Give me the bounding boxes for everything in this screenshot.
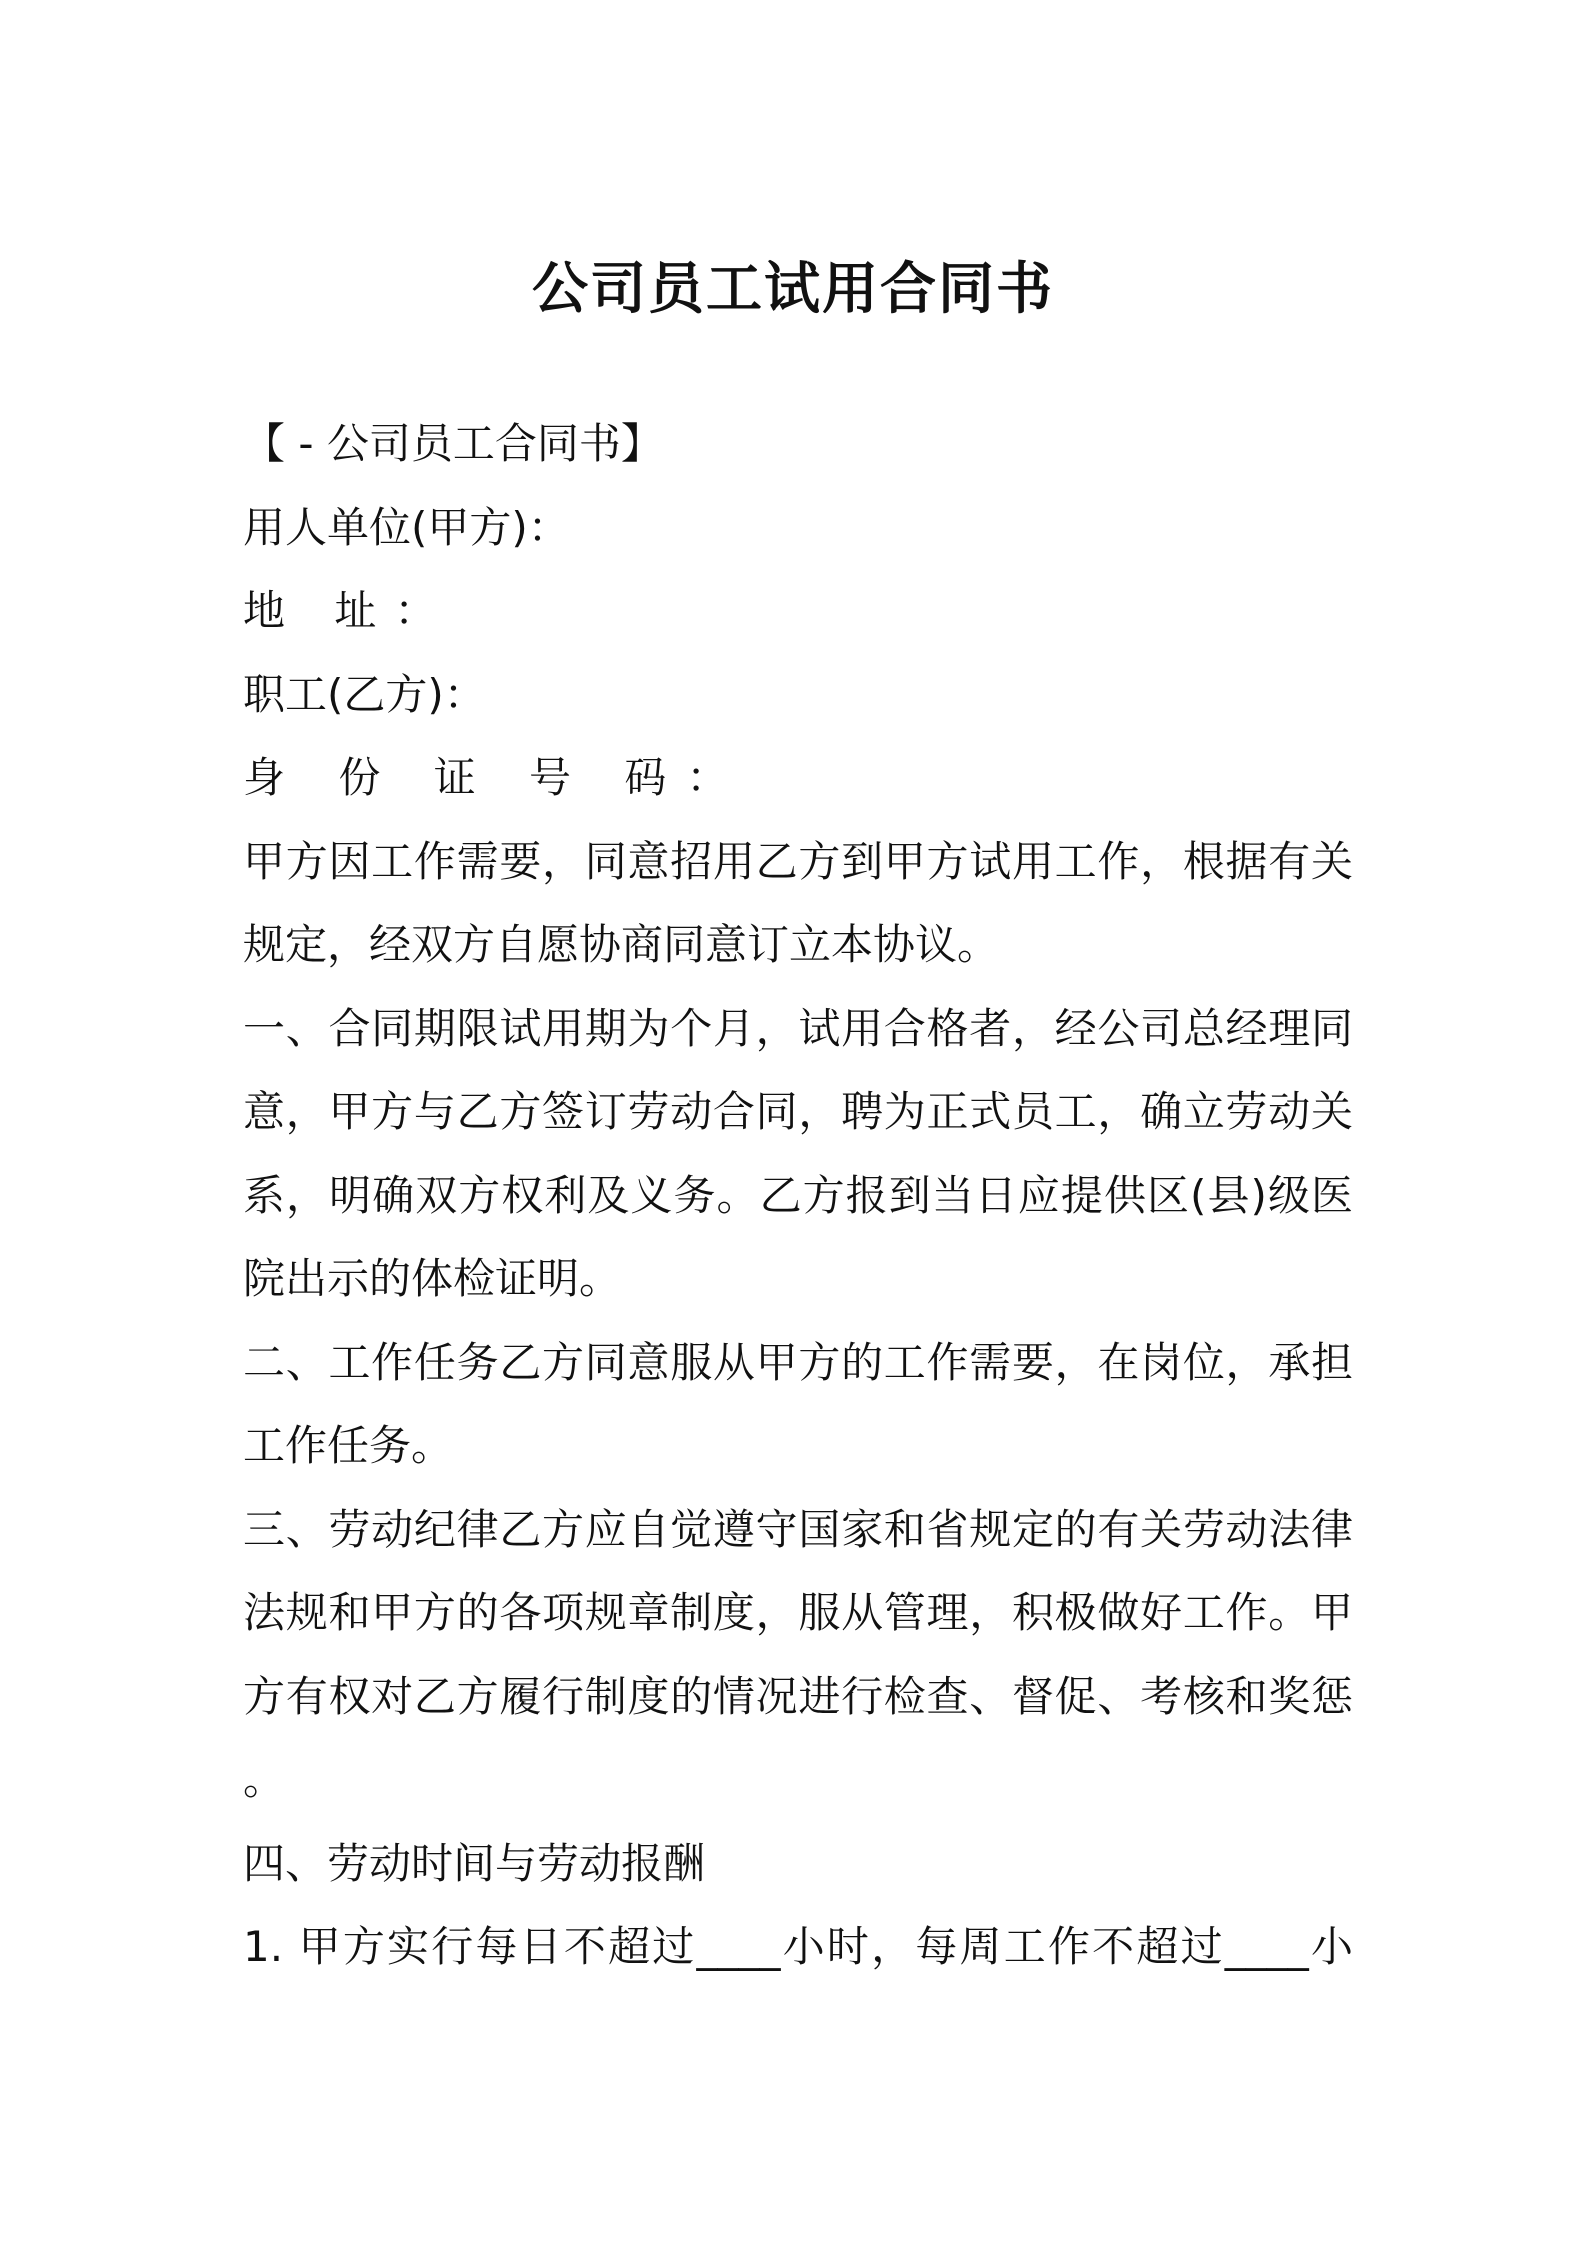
subtitle-line: 【 - 公司员工合同书】: [243, 419, 663, 468]
body-line: 方有权对乙方履行制度的情况进行检查、督促、考核和奖惩: [243, 1671, 1353, 1721]
body-line: 一、合同期限试用期为个月，试用合格者，经公司总经理同: [243, 1003, 1353, 1053]
body-line: 规定，经双方自愿协商同意订立本协议。: [243, 920, 1000, 969]
body-line: 系，明确双方权利及义务。乙方报到当日应提供区(县)级医: [243, 1170, 1353, 1220]
body-line: 1. 甲方实行每日不超过____小时，每周工作不超过____小: [243, 1922, 1353, 1971]
body-line: 法规和甲方的各项规章制度，服从管理，积极做好工作。甲: [243, 1588, 1353, 1637]
body-line: 院出示的体检证明。: [243, 1254, 622, 1303]
body-line: 三、劳动纪律乙方应自觉遵守国家和省规定的有关劳动法律: [243, 1504, 1353, 1554]
party-b-line: 职工(乙方)：: [243, 669, 486, 719]
document-title: 公司员工试用合同书: [532, 257, 1054, 322]
id-number-line: 身 份 证 号 码：: [243, 753, 749, 802]
body-line: 工作任务。: [243, 1421, 454, 1470]
body-line: 甲方因工作需要，同意招用乙方到甲方试用工作，根据有关: [243, 836, 1353, 886]
body-line: 意，甲方与乙方签订劳动合同，聘为正式员工，确立劳动关: [243, 1087, 1353, 1136]
document-body: [243, 402, 1353, 1989]
section-heading: 四、劳动时间与劳动报酬: [243, 1838, 706, 1888]
address-line: 地 址：: [243, 586, 455, 635]
party-a-line: 用人单位(甲方)：: [243, 502, 570, 552]
body-line: 二、工作任务乙方同意服从甲方的工作需要，在岗位，承担: [243, 1337, 1353, 1387]
body-line: 。: [243, 1755, 286, 1804]
